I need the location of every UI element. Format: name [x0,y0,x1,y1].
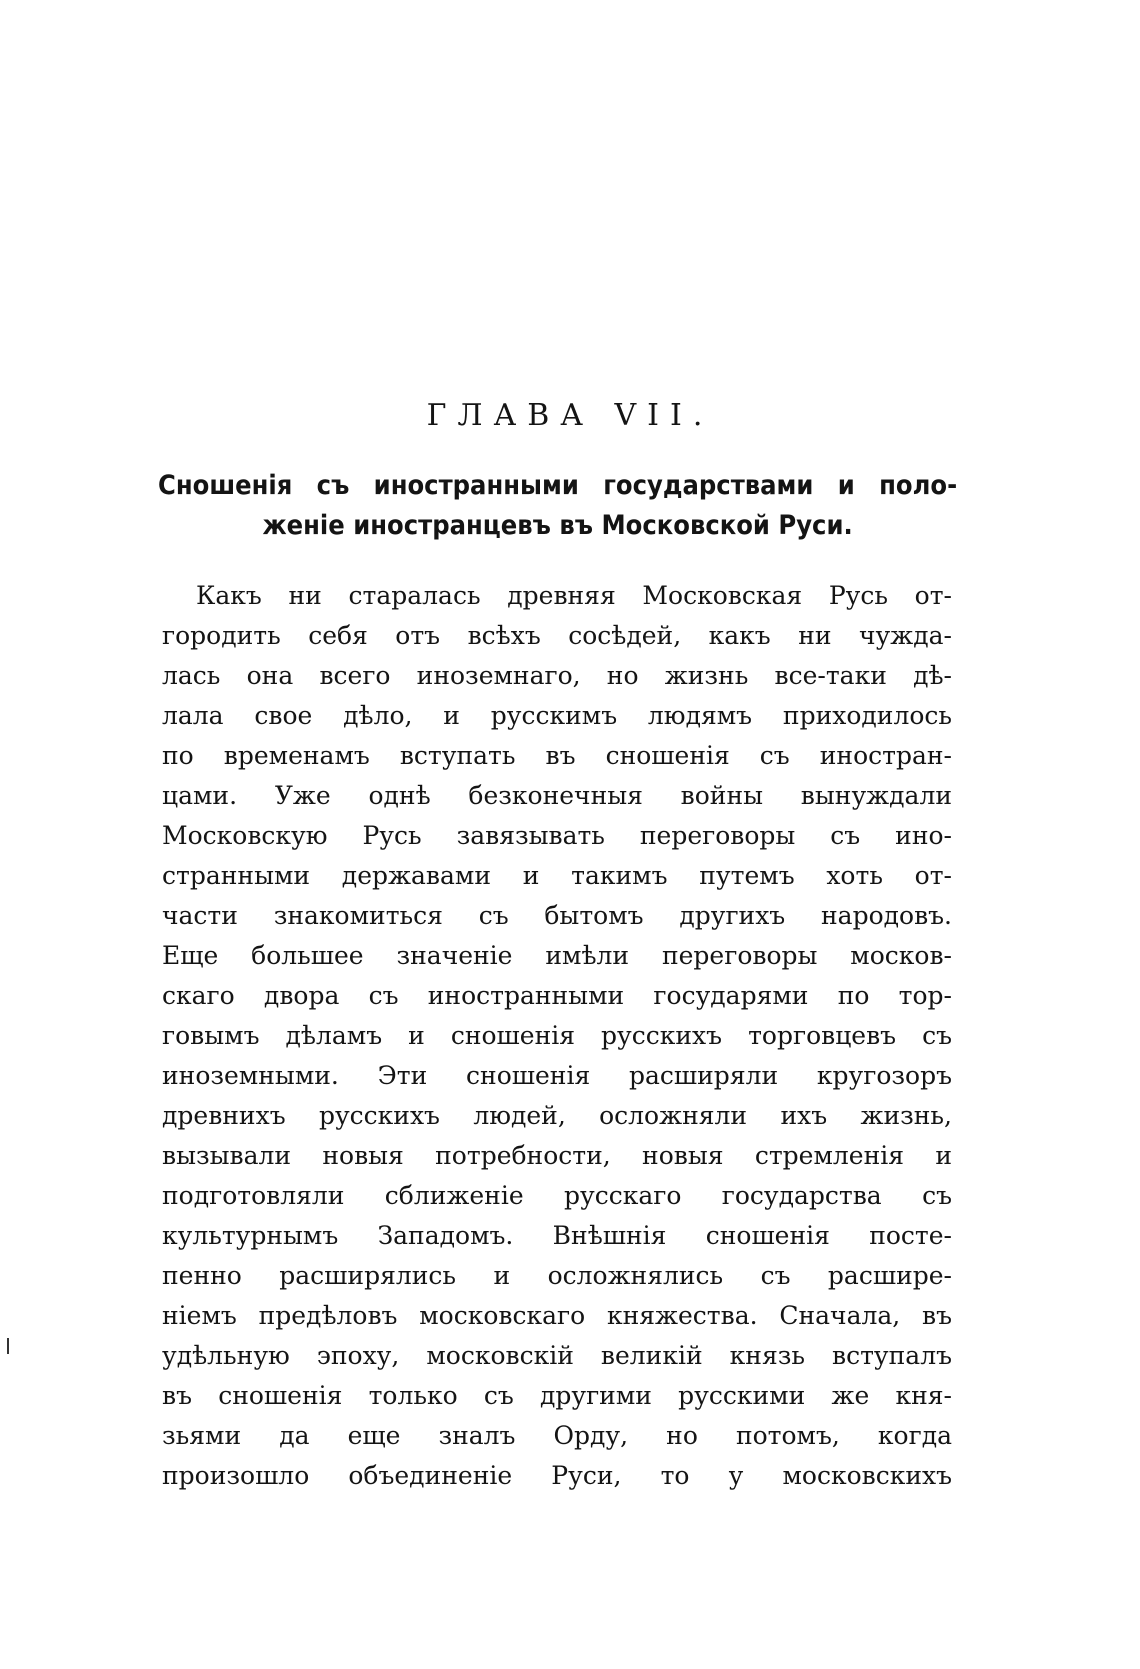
text-line: Еще большее значеніе имѣли переговоры москов- [162,941,952,970]
chapter-title-line: Сношенія съ иностранными государствами и поло- [158,470,958,501]
text-line: по временамъ вступать въ сношенія съ иностран- [162,741,952,770]
text-line: зьями да еще зналъ Орду, но потомъ, когда [162,1421,952,1450]
text-line: городить себя отъ всѣхъ сосѣдей, какъ ни чужда- [162,621,952,650]
text-line: пенно расширялись и осложнялись съ расшире- [162,1261,952,1290]
chapter-title [158,466,958,546]
text-line: говымъ дѣламъ и сношенія русскихъ торговцевъ съ [162,1021,952,1050]
body-text [162,576,952,1496]
text-line: лала свое дѣло, и русскимъ людямъ приходилось [162,701,952,730]
text-line: древнихъ русскихъ людей, осложняли ихъ жизнь, [162,1101,952,1130]
text-line: цами. Уже однѣ безконечныя войны вынуждали [162,781,952,810]
text-line: ніемъ предѣловъ московскаго княжества. Сначала, въ [162,1301,952,1330]
text-line: въ сношенія только съ другими русскими же кня- [162,1381,952,1410]
text-line: произошло объединеніе Руси, то у московскихъ [162,1461,952,1490]
text-line: культурнымъ Западомъ. Внѣшнія сношенія посте- [162,1221,952,1250]
text-line: лась она всего иноземнаго, но жизнь все-таки дѣ- [162,661,952,690]
text-line: подготовляли сближеніе русскаго государства съ [162,1181,952,1210]
text-line: удѣльную эпоху, московскій великій князь вступалъ [162,1341,952,1370]
text-line: части знакомиться съ бытомъ другихъ народовъ. [162,901,952,930]
text-line: Московскую Русь завязывать переговоры съ ино- [162,821,952,850]
chapter-heading: ГЛАВА VII. [426,398,714,433]
text-line: вызывали новыя потребности, новыя стремленія и [162,1141,952,1170]
text-line: Какъ ни старалась древняя Московская Русь от- [196,581,952,610]
text-line: иноземными. Эти сношенія расширяли кругозоръ [162,1061,952,1090]
text-line: странными державами и такимъ путемъ хоть от- [162,861,952,890]
text-line: скаго двора съ иностранными государями по тор- [162,981,952,1010]
margin-mark [7,1338,9,1354]
chapter-title-line: женіе иностранцевъ въ Московской Руси. [262,510,853,541]
